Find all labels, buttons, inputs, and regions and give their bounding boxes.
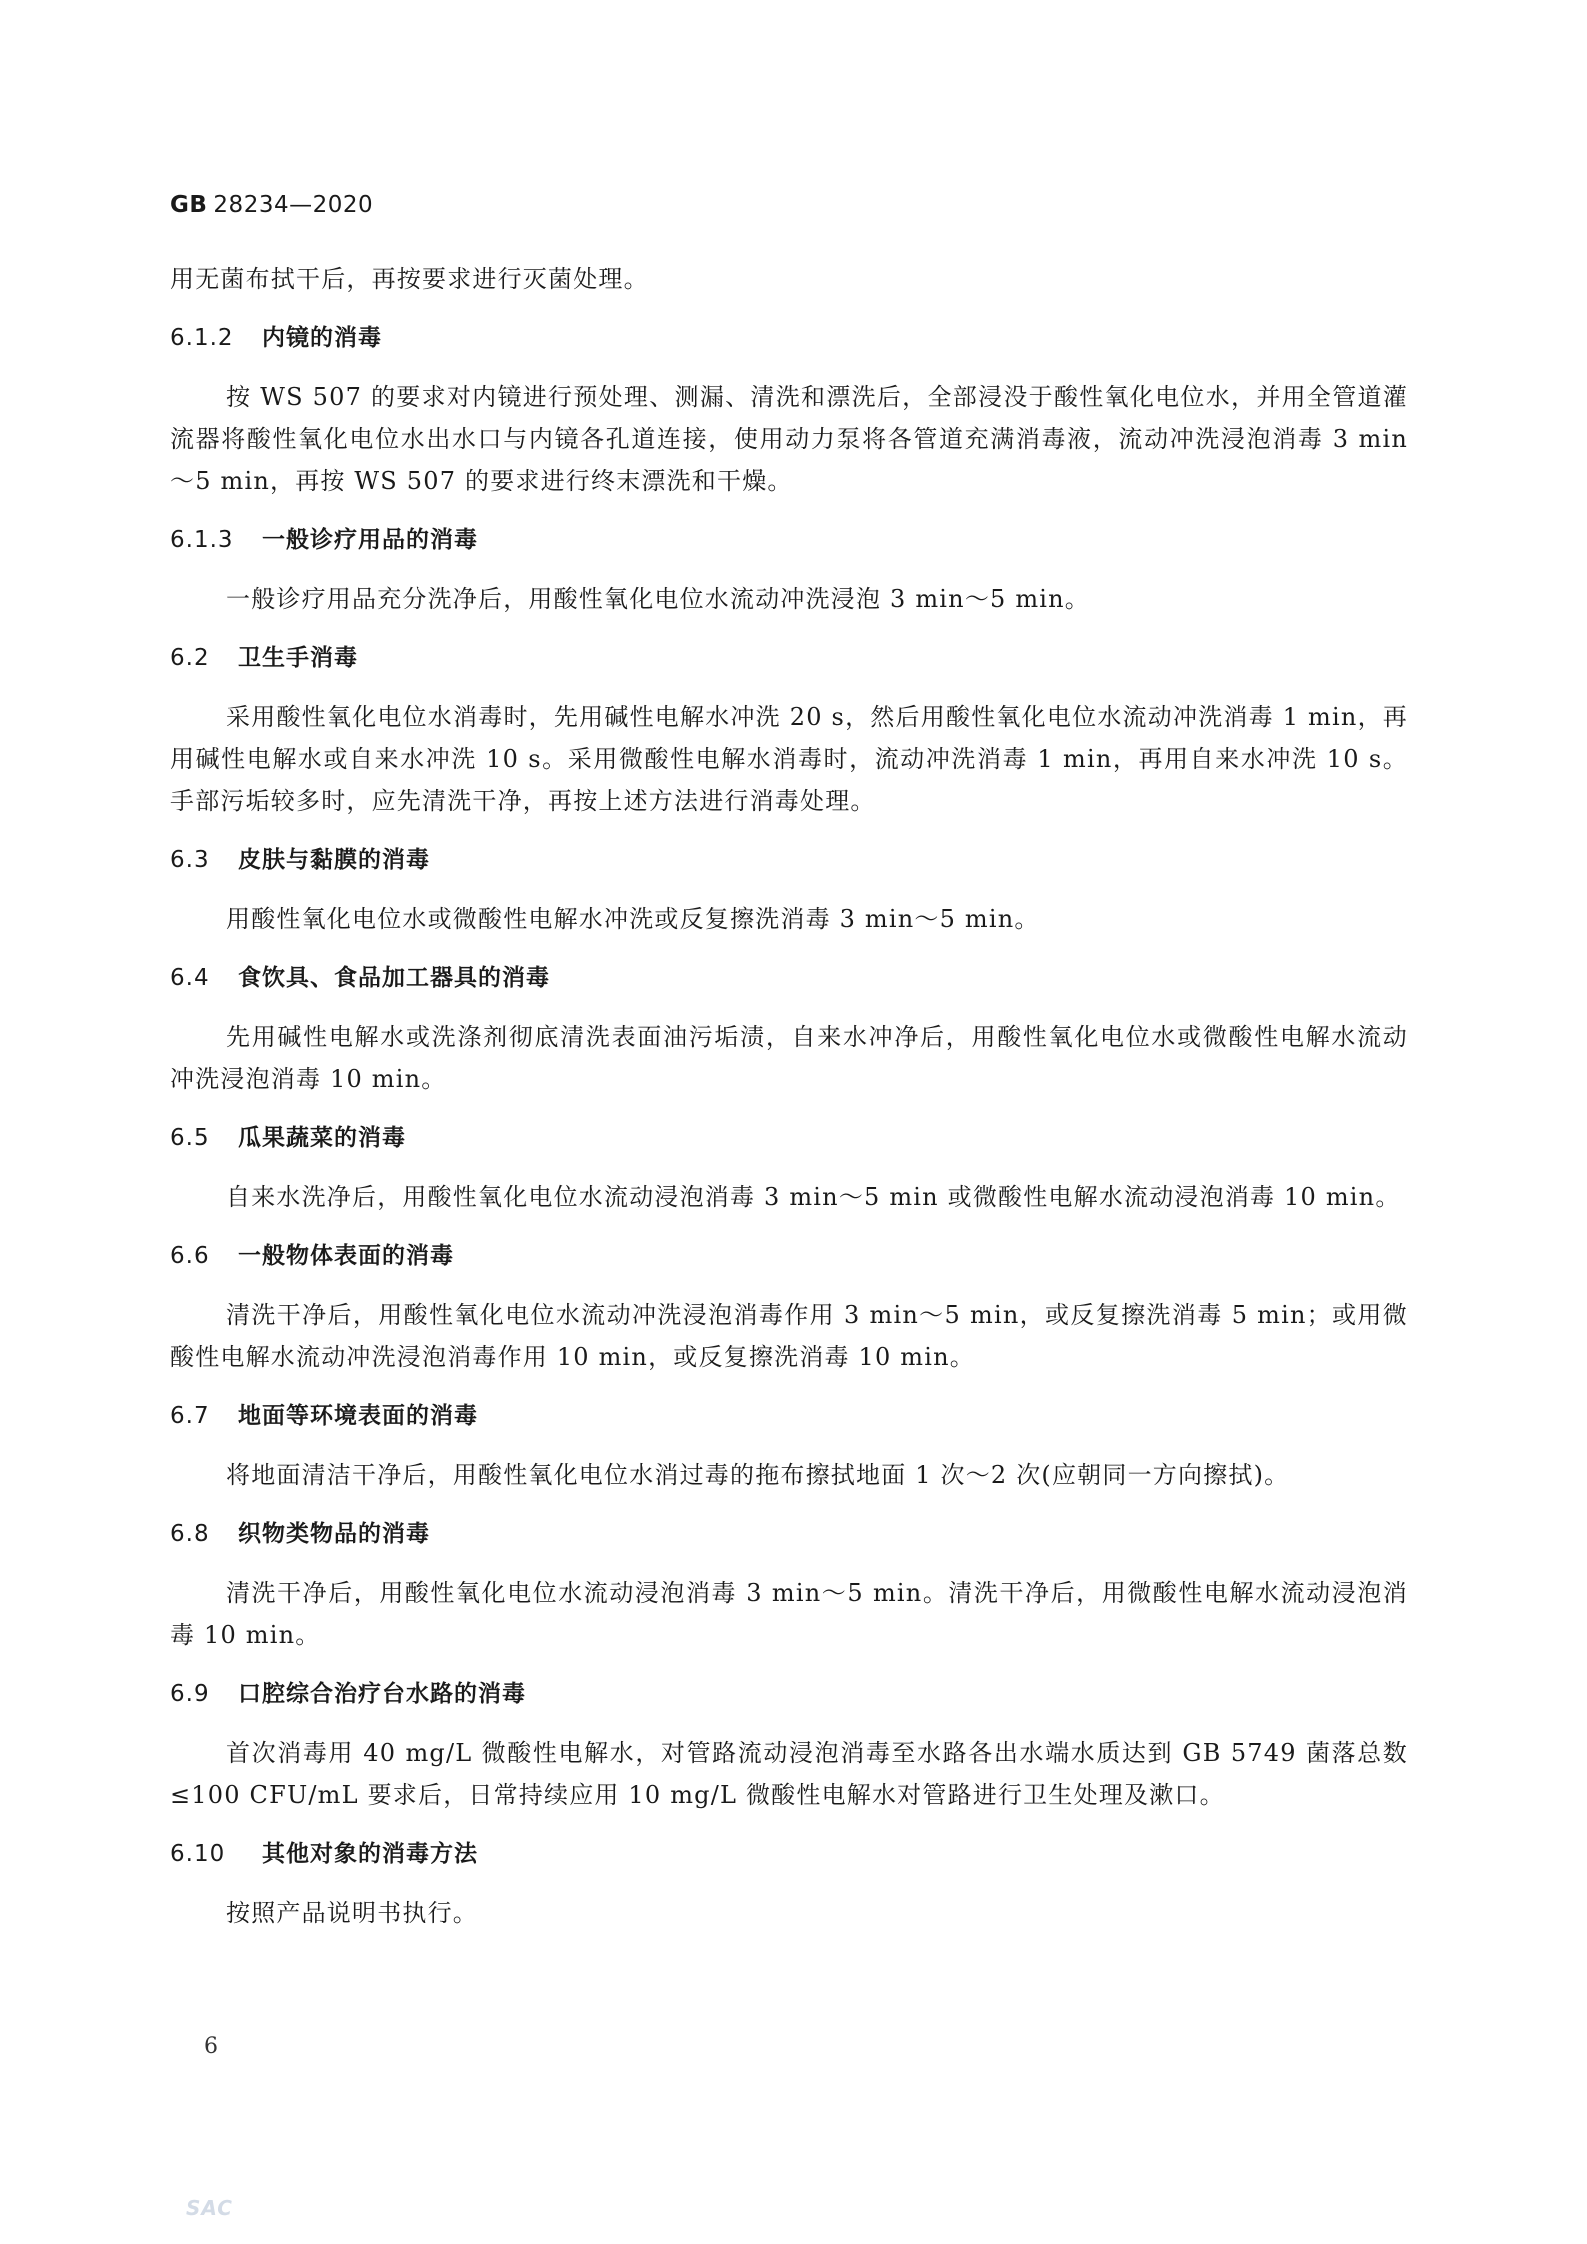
section-title: 一般诊疗用品的消毒 xyxy=(262,527,478,553)
section-number: 6.8 xyxy=(170,1521,210,1547)
section-number: 6.1.2 xyxy=(170,325,234,351)
section-heading xyxy=(170,1674,1408,1714)
section-title: 口腔综合治疗台水路的消毒 xyxy=(238,1681,526,1707)
section-title: 内镜的消毒 xyxy=(262,325,382,351)
section-heading xyxy=(170,1396,1408,1436)
section-paragraph: 清洗干净后，用酸性氧化电位水流动冲洗浸泡消毒作用 3 min～5 min，或反复擦洗消毒 5 min；或用微酸性电解水流动冲洗浸泡消毒作用 10 min，或反复擦洗消毒 10 min。 xyxy=(170,1301,1408,1371)
sac-watermark: SAC xyxy=(186,2196,233,2220)
section-title: 瓜果蔬菜的消毒 xyxy=(238,1125,406,1151)
section-number: 6.9 xyxy=(170,1681,210,1707)
section-paragraph: 用酸性氧化电位水或微酸性电解水冲洗或反复擦洗消毒 3 min～5 min。 xyxy=(226,905,1040,933)
section-heading xyxy=(170,1118,1408,1158)
document-body xyxy=(170,258,1408,1952)
intro-paragraph: 用无菌布拭干后，再按要求进行灭菌处理。 xyxy=(170,265,649,293)
section-title: 地面等环境表面的消毒 xyxy=(238,1403,478,1429)
standard-number: 28234—2020 xyxy=(213,192,374,218)
standard-code xyxy=(170,192,373,218)
section-number: 6.1.3 xyxy=(170,527,234,553)
section-number: 6.10 xyxy=(170,1841,226,1867)
standard-prefix: GB xyxy=(170,192,208,218)
section-number: 6.3 xyxy=(170,847,210,873)
section-title: 织物类物品的消毒 xyxy=(238,1521,430,1547)
section-heading xyxy=(170,520,1408,560)
section-number: 6.4 xyxy=(170,965,210,991)
section-title: 食饮具、食品加工器具的消毒 xyxy=(238,965,550,991)
page-number: 6 xyxy=(204,2034,218,2059)
section-paragraph: 首次消毒用 40 mg/L 微酸性电解水，对管路流动浸泡消毒至水路各出水端水质达到 GB 5749 菌落总数≤100 CFU/mL 要求后，日常持续应用 10 mg/L 微酸性电解水对管路进行卫生处理及漱口。 xyxy=(170,1739,1408,1809)
section-paragraph: 将地面清洁干净后，用酸性氧化电位水消过毒的拖布擦拭地面 1 次～2 次(应朝同一方向擦拭)。 xyxy=(226,1461,1290,1489)
sections-container xyxy=(170,318,1408,1934)
section-number: 6.6 xyxy=(170,1243,210,1269)
section-paragraph: 自来水洗净后，用酸性氧化电位水流动浸泡消毒 3 min～5 min 或微酸性电解水流动浸泡消毒 10 min。 xyxy=(226,1183,1401,1211)
section-paragraph: 按照产品说明书执行。 xyxy=(226,1899,478,1927)
section-heading xyxy=(170,840,1408,880)
section-number: 6.5 xyxy=(170,1125,210,1151)
section-number: 6.2 xyxy=(170,645,210,671)
section-heading xyxy=(170,638,1408,678)
section-heading xyxy=(170,1834,1408,1874)
section-paragraph: 按 WS 507 的要求对内镜进行预处理、测漏、清洗和漂洗后，全部浸没于酸性氧化电位水，并用全管道灌流器将酸性氧化电位水出水口与内镜各孔道连接，使用动力泵将各管道充满消毒液，流动冲洗浸泡消毒 3 min～5 min，再按 WS 507 的要求进行终末漂洗和干燥。 xyxy=(170,383,1408,495)
section-title: 一般物体表面的消毒 xyxy=(238,1243,454,1269)
section-heading xyxy=(170,1236,1408,1276)
section-title: 其他对象的消毒方法 xyxy=(262,1841,478,1867)
section-paragraph: 一般诊疗用品充分洗净后，用酸性氧化电位水流动冲洗浸泡 3 min～5 min。 xyxy=(226,585,1091,613)
section-paragraph: 清洗干净后，用酸性氧化电位水流动浸泡消毒 3 min～5 min。清洗干净后，用微酸性电解水流动浸泡消毒 10 min。 xyxy=(170,1579,1408,1649)
section-number: 6.7 xyxy=(170,1403,210,1429)
section-paragraph: 先用碱性电解水或洗涤剂彻底清洗表面油污垢渍，自来水冲净后，用酸性氧化电位水或微酸性电解水流动冲洗浸泡消毒 10 min。 xyxy=(170,1023,1408,1093)
section-paragraph: 采用酸性氧化电位水消毒时，先用碱性电解水冲洗 20 s，然后用酸性氧化电位水流动冲洗消毒 1 min，再用碱性电解水或自来水冲洗 10 s。采用微酸性电解水消毒时，流动冲洗消毒 1 min，再用自来水冲洗 10 s。手部污垢较多时，应先清洗干净，再按上述方法进行消毒处理。 xyxy=(170,703,1408,815)
section-title: 皮肤与黏膜的消毒 xyxy=(238,847,430,873)
section-heading xyxy=(170,318,1408,358)
section-heading xyxy=(170,1514,1408,1554)
section-title: 卫生手消毒 xyxy=(238,645,358,671)
section-heading xyxy=(170,958,1408,998)
